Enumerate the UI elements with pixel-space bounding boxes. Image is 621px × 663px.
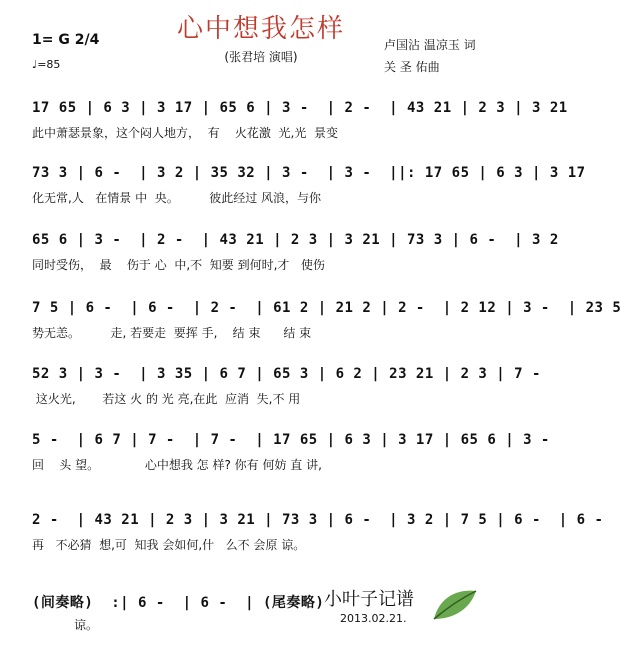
notation-line: (间奏略) :| 6 - | 6 - | (尾奏略) xyxy=(32,595,325,611)
composer-credit: 关 圣 佑曲 xyxy=(384,60,440,74)
lyrics-line: 再 不必猜 想,可 知我 会如何,什 么不 会原 谅。 xyxy=(32,538,306,552)
transcription-date: 2013.02.21. xyxy=(340,612,407,625)
notation-line: 65 6 | 3 - | 2 - | 43 21 | 2 3 | 3 21 | 73 3 | 6 - | 3 2 xyxy=(32,232,559,248)
notation-line: 7 5 | 6 - | 6 - | 2 - | 61 2 | 21 2 | 2 - | 2 12 | 3 - | 23 5 xyxy=(32,300,621,316)
leaf-icon xyxy=(430,585,480,625)
tempo-marking: ♩=85 xyxy=(32,58,61,71)
song-title: 心中想我怎样 xyxy=(176,14,345,44)
lyrics-line: 这火光, 若这 火 的 光 亮,在此 应消 失,不 用 xyxy=(32,392,301,406)
lyricist-credit: 卢国沾 温凉玉 词 xyxy=(384,38,476,52)
notation-line: 52 3 | 3 - | 3 35 | 6 7 | 65 3 | 6 2 | 23 21 | 2 3 | 7 - xyxy=(32,366,541,382)
notation-line: 73 3 | 6 - | 3 2 | 35 32 | 3 - | 3 - ||: 17 65 | 6 3 | 3 17 xyxy=(32,165,586,181)
notation-line: 17 65 | 6 3 | 3 17 | 65 6 | 3 - | 2 - | 43 21 | 2 3 | 3 21 xyxy=(32,100,568,116)
singer-credit: (张君培 演唱) xyxy=(224,50,298,64)
key-signature: 1= G 2/4 xyxy=(32,32,100,48)
notation-line: 5 - | 6 7 | 7 - | 7 - | 17 65 | 6 3 | 3 17 | 65 6 | 3 - xyxy=(32,432,550,448)
lyrics-line: 回 头 望。 心中想我 怎 样? 你有 何妨 直 讲, xyxy=(32,458,322,472)
lyrics-line: 同时受伤， 最 伤于 心 中,不 知要 到何时,才 使伤 xyxy=(32,258,325,272)
notation-line: 2 - | 43 21 | 2 3 | 3 21 | 73 3 | 6 - | 3 2 | 7 5 | 6 - | 6 - xyxy=(32,512,604,528)
lyrics-line: 势无恙。 走, 若要走 要挥 手, 结 束 结 束 xyxy=(32,326,312,340)
lyrics-line: 化无常,人 在情景 中 央。 彼此经过 风浪，与你 xyxy=(32,191,322,205)
lyrics-line: 谅。 xyxy=(32,618,98,632)
lyrics-line: 此中萧瑟景象，这个闷人地方， 有 火花激 光,光 景变 xyxy=(32,126,338,140)
transcriber-signature: 小叶子记谱 xyxy=(324,589,414,610)
